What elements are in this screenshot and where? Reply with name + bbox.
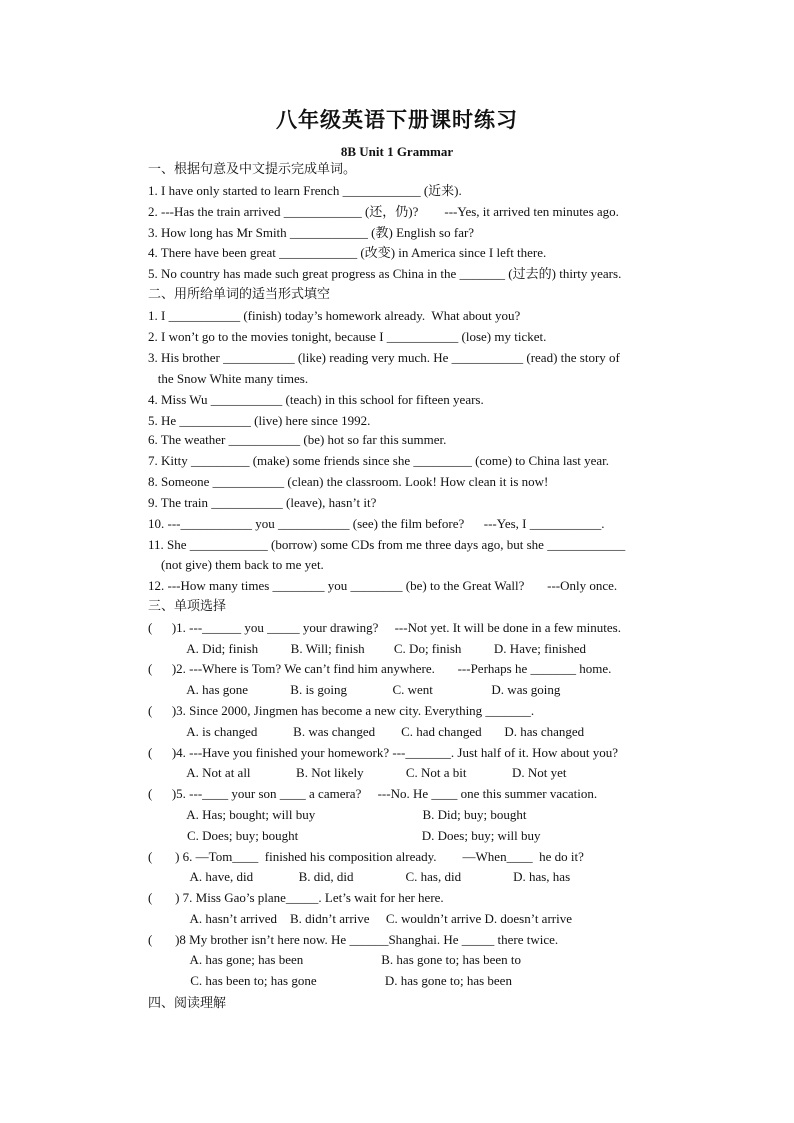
question-line: 3. How long has Mr Smith ____________ (教) English so far? bbox=[148, 225, 475, 240]
question-line: 10. ---___________ you ___________ (see) the film before? ---Yes, I ___________. bbox=[148, 516, 605, 531]
question-line: ( ) 6. —Tom____ finished his composition already. —When____ he do it? bbox=[148, 849, 584, 864]
question-line: 8. Someone ___________ (clean) the classroom. Look! How clean it is now! bbox=[148, 474, 549, 489]
section-heading: 三、单项选择 bbox=[148, 599, 227, 614]
question-line: 5. He ___________ (live) here since 1992. bbox=[148, 413, 371, 428]
question-line: A. hasn’t arrived B. didn’t arrive C. wouldn’t arrive D. doesn’t arrive bbox=[148, 911, 572, 926]
question-line: A. has gone B. is going C. went D. was going bbox=[148, 682, 561, 697]
question-line: A. is changed B. was changed C. had changed D. has changed bbox=[148, 724, 585, 739]
question-line: ( )1. ---______ you _____ your drawing? ---Not yet. It will be done in a few minutes. bbox=[148, 620, 621, 635]
question-line: 5. No country has made such great progress as China in the _______ (过去的) thirty years. bbox=[148, 266, 622, 281]
question-line: 11. She ____________ (borrow) some CDs from me three days ago, but she ____________ bbox=[148, 537, 626, 552]
question-line: (not give) them back to me yet. bbox=[148, 557, 324, 572]
question-line: ( ) 7. Miss Gao’s plane_____. Let’s wait for her here. bbox=[148, 890, 444, 905]
question-line: ( )8 My brother isn’t here now. He ______Shanghai. He _____ there twice. bbox=[148, 932, 559, 947]
question-line: C. Does; buy; bought D. Does; buy; will buy bbox=[148, 828, 541, 843]
question-line: A. Has; bought; will buy B. Did; buy; bought bbox=[148, 807, 527, 822]
question-line: ( )2. ---Where is Tom? We can’t find him anywhere. ---Perhaps he _______ home. bbox=[148, 661, 612, 676]
question-line: 12. ---How many times ________ you ________ (be) to the Great Wall? ---Only once. bbox=[148, 578, 618, 593]
question-line: A. has gone; has been B. has gone to; has been to bbox=[148, 952, 521, 967]
question-line: 7. Kitty _________ (make) some friends since she _________ (come) to China last year. bbox=[148, 453, 610, 468]
page-subtitle: 8B Unit 1 Grammar bbox=[340, 144, 454, 159]
question-line: 4. Miss Wu ___________ (teach) in this school for fifteen years. bbox=[148, 392, 484, 407]
page-title: 八年级英语下册课时练习 bbox=[276, 108, 518, 132]
question-line: 2. I won’t go to the movies tonight, because I ___________ (lose) my ticket. bbox=[148, 329, 547, 344]
question-line: 9. The train ___________ (leave), hasn’t it? bbox=[148, 495, 377, 510]
question-line: 1. I have only started to learn French ____________ (近来). bbox=[148, 183, 462, 198]
question-line: A. have, did B. did, did C. has, did D. has, has bbox=[148, 869, 571, 884]
question-line: ( )5. ---____ your son ____ a camera? ---No. He ____ one this summer vacation. bbox=[148, 786, 598, 801]
question-line: 1. I ___________ (finish) today’s homework already. What about you? bbox=[148, 308, 521, 323]
question-line: 6. The weather ___________ (be) hot so far this summer. bbox=[148, 432, 447, 447]
question-line: A. Not at all B. Not likely C. Not a bit D. Not yet bbox=[148, 765, 567, 780]
section-heading: 一、根据句意及中文提示完成单词。 bbox=[148, 162, 357, 177]
section-heading: 二、用所给单词的适当形式填空 bbox=[148, 287, 331, 302]
question-line: C. has been to; has gone D. has gone to; has been bbox=[148, 973, 512, 988]
question-line: the Snow White many times. bbox=[148, 371, 309, 386]
section-heading: 四、阅读理解 bbox=[148, 996, 227, 1011]
question-line: 4. There have been great ____________ (改变) in America since I left there. bbox=[148, 245, 547, 260]
question-line: 3. His brother ___________ (like) reading very much. He ___________ (read) the story of bbox=[148, 350, 620, 365]
question-line: ( )3. Since 2000, Jingmen has become a new city. Everything _______. bbox=[148, 703, 535, 718]
question-line: A. Did; finish B. Will; finish C. Do; finish D. Have; finished bbox=[148, 641, 586, 656]
question-line: ( )4. ---Have you finished your homework? ---_______. Just half of it. How about you? bbox=[148, 745, 619, 760]
question-line: 2. ---Has the train arrived ____________ (还，仍)? ---Yes, it arrived ten minutes ago. bbox=[148, 204, 619, 219]
